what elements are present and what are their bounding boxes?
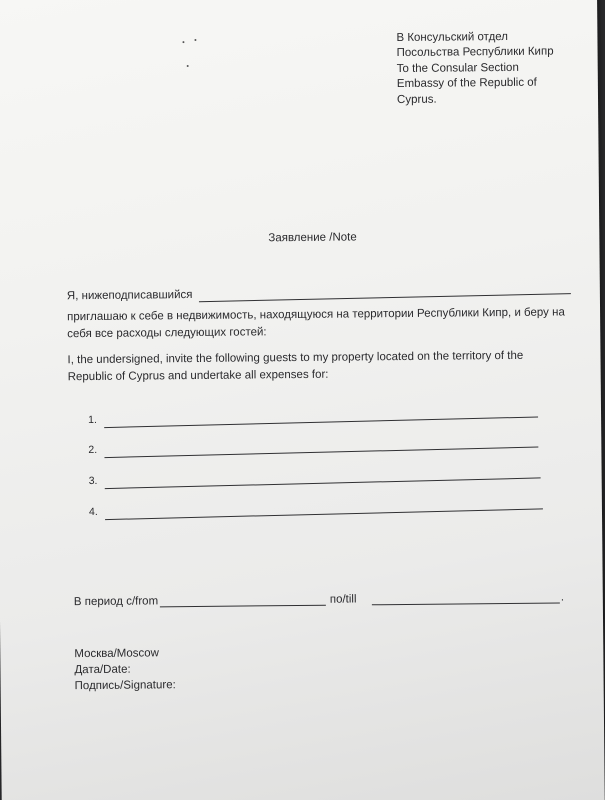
guest-number: 4. xyxy=(88,505,98,519)
city-label: Москва/Moscow xyxy=(74,647,160,661)
addressee-line: Посольства Республики Кипр xyxy=(396,45,554,60)
addressee-line: В Консульский отдел xyxy=(396,30,509,45)
paper-speck xyxy=(194,39,196,41)
guest-number: 3. xyxy=(88,474,98,488)
addressee-line: Cyprus. xyxy=(396,93,437,106)
period-from-label: В период с/from xyxy=(73,595,159,609)
document-title: Заявление /Note xyxy=(268,231,357,245)
period-till-label: по/till xyxy=(329,593,357,606)
addressee-line: To the Consular Section xyxy=(396,61,519,75)
period-from-line xyxy=(160,605,326,608)
addressee-block xyxy=(396,30,554,109)
guest-number: 2. xyxy=(88,443,98,457)
russian-invitation-text: себя все расходы следующих гостей: xyxy=(67,326,267,341)
english-invitation-text: I, the undersigned, invite the following guests to my property located on the territory of the xyxy=(67,349,524,367)
guest-name-line xyxy=(105,477,541,489)
guest-name-line xyxy=(104,446,538,458)
guest-name-line xyxy=(105,508,543,520)
guest-number: 1. xyxy=(88,413,97,427)
russian-invitation-text: приглашаю к себе в недвижимость, находящуюся на территории Республики Кипр, и беру на xyxy=(67,306,565,324)
guest-name-line xyxy=(104,416,538,428)
paper-speck xyxy=(182,41,184,43)
addressee-line: Embassy of the Republic of xyxy=(396,76,537,91)
period-till-line xyxy=(372,602,560,605)
paper-speck xyxy=(187,65,189,67)
period-end-mark: . xyxy=(560,591,565,604)
english-invitation-text: Republic of Cyprus and undertake all expenses for: xyxy=(67,368,329,384)
date-label: Дата/Date: xyxy=(74,663,131,677)
undersigned-name-line xyxy=(199,293,571,302)
signature-label: Подпись/Signature: xyxy=(74,679,176,693)
undersigned-label: Я, нижеподписавшийся xyxy=(66,289,193,303)
